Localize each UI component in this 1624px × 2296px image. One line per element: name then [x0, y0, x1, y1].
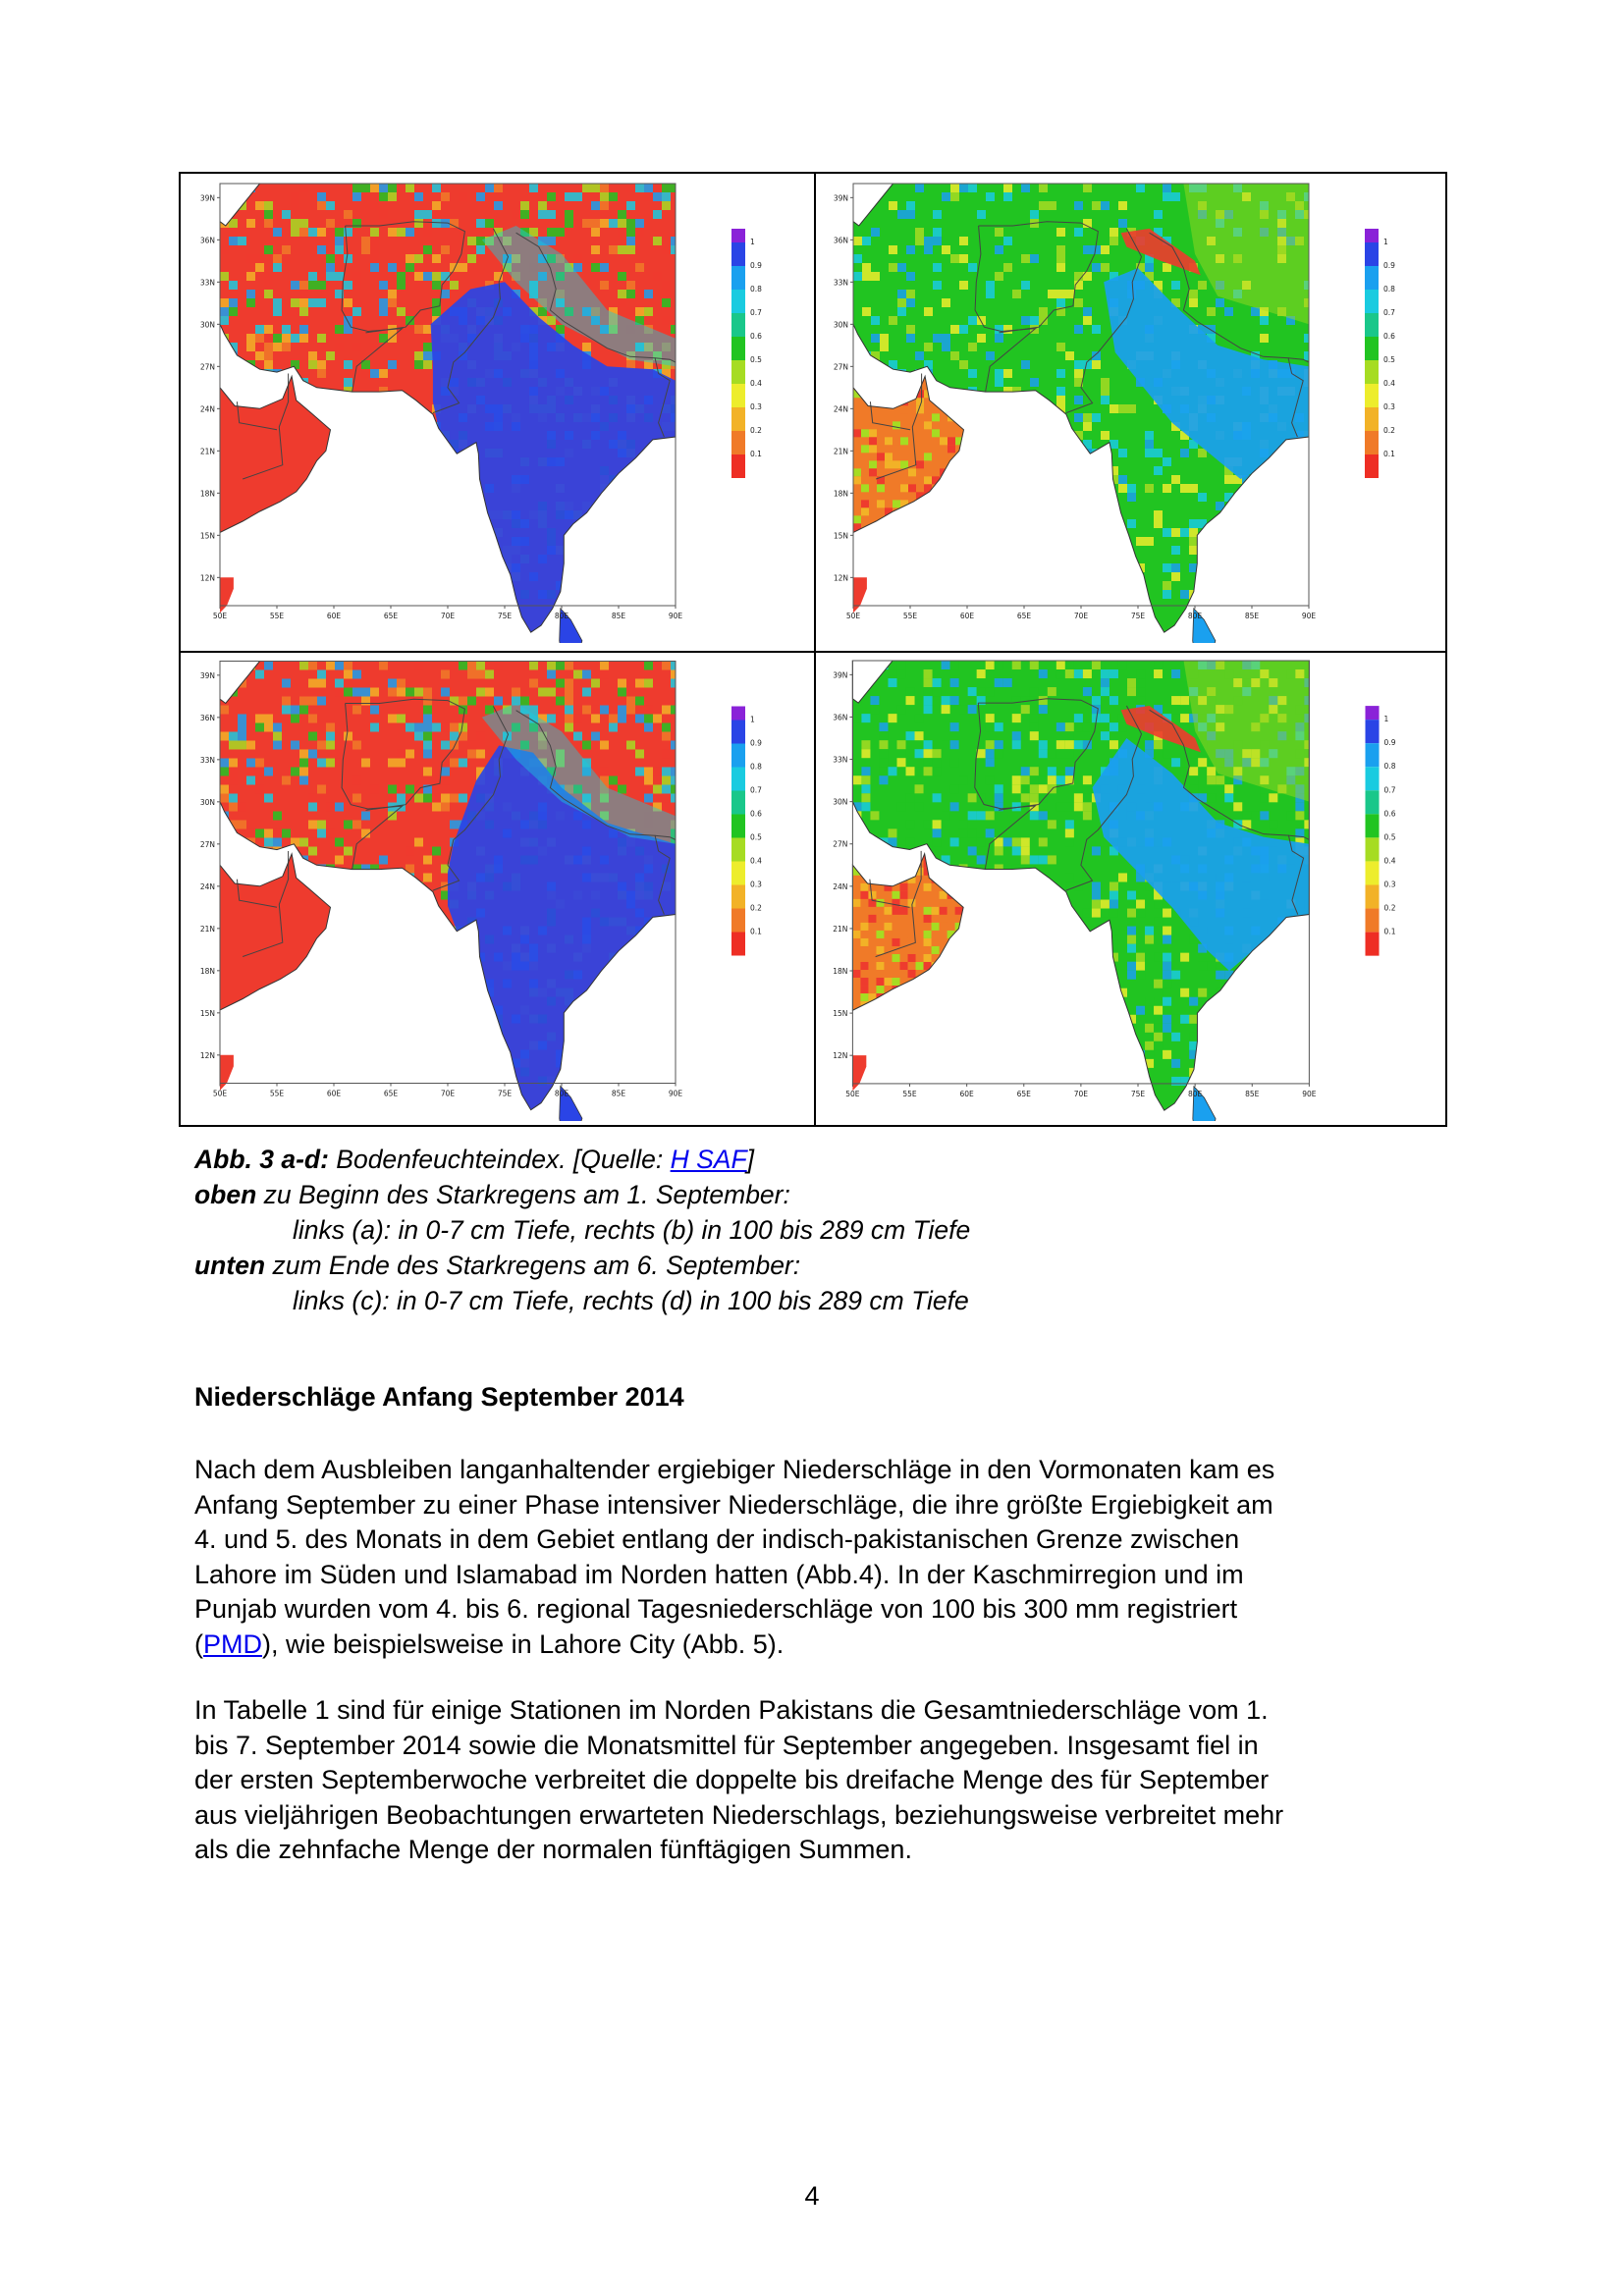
map-panel-a — [189, 182, 807, 643]
lon-tick-label: 90E — [1302, 1089, 1317, 1098]
colorbar-label: 0.6 — [750, 332, 762, 341]
colorbar-segment — [1365, 337, 1379, 360]
figure-caption — [194, 1142, 970, 1318]
colorbar-label: 0.1 — [750, 927, 762, 936]
lat-tick-label: 24N — [833, 881, 848, 891]
colorbar-label: 1 — [750, 238, 755, 246]
colorbar-segment — [731, 885, 745, 909]
colorbar-segment — [1366, 706, 1380, 720]
lat-tick-label: 15N — [199, 531, 215, 541]
paragraph-2 — [194, 1693, 1283, 1868]
lon-tick-label: 85E — [1244, 612, 1260, 620]
lat-tick-label: 24N — [199, 404, 215, 414]
caption-oben-detail: links (a): in 0-7 cm Tiefe, rechts (b) in 100 bis 289 cm Tiefe — [293, 1215, 971, 1245]
lon-tick-label: 65E — [1016, 612, 1032, 620]
paragraph-1-line: Nach dem Ausbleiben langanhaltender ergiebiger Niederschläge in den Vormonaten kam es — [194, 1455, 1275, 1484]
lon-tick-label: 80E — [1187, 612, 1203, 620]
lat-tick-label: 39N — [199, 193, 215, 203]
colorbar-label: 0.5 — [1383, 355, 1395, 364]
lat-tick-label: 12N — [833, 1051, 848, 1061]
lon-tick-label: 60E — [959, 1089, 974, 1098]
lon-tick-label: 70E — [440, 1089, 456, 1098]
lat-tick-label: 33N — [199, 278, 215, 288]
colorbar-segment — [1365, 454, 1379, 478]
lon-tick-label: 75E — [497, 612, 513, 620]
lat-tick-label: 15N — [199, 1008, 215, 1018]
paragraph-2-line: aus vieljährigen Beobachtungen erwarteten Niederschlags, beziehungsweise verbreitet mehr — [194, 1799, 1284, 1830]
lat-tick-label: 27N — [833, 362, 848, 372]
lat-tick-label: 12N — [833, 573, 848, 583]
lat-tick-label: 18N — [199, 489, 215, 499]
lon-tick-label: 55E — [269, 612, 285, 620]
caption-unten-label: unten — [194, 1251, 266, 1280]
colorbar-label: 0.2 — [1383, 426, 1395, 435]
lon-tick-label: 75E — [1130, 612, 1146, 620]
colorbar-segment — [1365, 407, 1379, 431]
paragraph-2-line: der ersten Septemberwoche verbreitet die doppelte bis dreifache Menge des für September — [194, 1765, 1270, 1794]
lat-tick-label: 24N — [199, 881, 215, 891]
lat-tick-label: 18N — [833, 967, 848, 977]
paragraph-1-line: Lahore im Süden und Islamabad im Norden hatten (Abb.4). In der Kaschmirregion und im — [194, 1559, 1244, 1589]
lon-tick-label: 80E — [554, 1089, 569, 1098]
lon-tick-label: 90E — [1301, 612, 1317, 620]
lat-tick-label: 21N — [833, 447, 848, 456]
colorbar-segment — [1366, 837, 1380, 861]
lon-tick-label: 80E — [554, 612, 569, 620]
lon-tick-label: 50E — [212, 612, 228, 620]
colorbar-label: 0.8 — [750, 285, 762, 294]
colorbar-label: 0.9 — [1383, 261, 1395, 270]
lon-tick-label: 60E — [326, 612, 342, 620]
lat-tick-label: 12N — [199, 573, 215, 583]
lat-tick-label: 39N — [199, 670, 215, 680]
lon-tick-label: 90E — [668, 612, 683, 620]
lon-tick-label: 55E — [902, 612, 918, 620]
colorbar-segment — [1366, 861, 1380, 884]
colorbar-segment — [731, 337, 745, 360]
caption-oben-text: zu Beginn des Starkregens am 1. September: — [256, 1180, 790, 1209]
colorbar-segment — [731, 431, 745, 454]
lat-tick-label: 15N — [833, 531, 848, 541]
caption-unten-detail: links (c): in 0-7 cm Tiefe, rechts (d) in 100 bis 289 cm Tiefe — [293, 1286, 969, 1315]
colorbar-label: 0.9 — [750, 738, 762, 748]
colorbar-label: 0.2 — [1383, 903, 1396, 913]
lon-tick-label: 50E — [845, 1089, 860, 1098]
lat-tick-label: 18N — [199, 966, 215, 976]
lat-tick-label: 36N — [199, 713, 215, 722]
colorbar-label: 0.8 — [1383, 762, 1396, 772]
colorbar-label: 0.5 — [750, 355, 762, 364]
colorbar-segment — [1366, 814, 1380, 837]
lon-tick-label: 70E — [440, 612, 456, 620]
colorbar-segment — [1365, 290, 1379, 313]
colorbar-label: 0.3 — [1383, 880, 1396, 889]
colorbar-label: 0.6 — [750, 809, 762, 819]
colorbar-label: 0.5 — [1383, 832, 1396, 842]
lat-tick-label: 33N — [199, 755, 215, 765]
colorbar-label: 0.1 — [750, 450, 762, 458]
colorbar-label: 1 — [1383, 715, 1389, 724]
colorbar-segment — [731, 229, 745, 242]
colorbar-segment — [1365, 360, 1379, 384]
lon-tick-label: 85E — [611, 1089, 626, 1098]
soil-moisture-map — [821, 182, 1441, 643]
colorbar-segment — [731, 909, 745, 933]
colorbar-segment — [1366, 743, 1380, 767]
lon-tick-label: 60E — [326, 1089, 342, 1098]
colorbar-segment — [1365, 229, 1379, 242]
paragraph-1-line: Punjab wurden vom 4. bis 6. regional Tagesniederschläge von 100 bis 300 mm registriert — [194, 1594, 1238, 1624]
lat-tick-label: 18N — [833, 489, 848, 499]
colorbar-segment — [731, 313, 745, 337]
colorbar-label: 0.7 — [1383, 785, 1396, 795]
colorbar-label: 0.9 — [750, 261, 762, 270]
colorbar-segment — [731, 862, 745, 885]
colorbar-label: 1 — [750, 715, 755, 724]
lat-tick-label: 30N — [833, 320, 848, 330]
map-panel-d — [821, 659, 1441, 1121]
colorbar-label: 0.3 — [750, 402, 762, 411]
caption-title-text: Bodenfeuchteindex. [Quelle: — [328, 1145, 671, 1174]
lat-tick-label: 36N — [833, 236, 848, 245]
colorbar-segment — [1366, 933, 1380, 956]
lat-tick-label: 30N — [199, 320, 215, 330]
paragraph-1-last-text: ), wie beispielsweise in Lahore City (Abb. 5). — [262, 1629, 785, 1659]
lon-tick-label: 65E — [383, 612, 399, 620]
colorbar-segment — [731, 707, 745, 721]
lat-tick-label: 21N — [199, 924, 215, 934]
lat-tick-label: 15N — [833, 1009, 848, 1019]
colorbar-label: 0.2 — [750, 426, 762, 435]
colorbar-segment — [731, 290, 745, 313]
lon-tick-label: 70E — [1073, 612, 1089, 620]
map-panel-c — [189, 659, 807, 1121]
colorbar-segment — [731, 407, 745, 431]
section-heading: Niederschläge Anfang September 2014 — [194, 1382, 684, 1412]
lat-tick-label: 36N — [199, 236, 215, 245]
paragraph-2-line: In Tabelle 1 sind für einige Stationen im Norden Pakistans die Gesamtniederschläge vom 1. — [194, 1695, 1269, 1725]
lon-tick-label: 85E — [611, 612, 626, 620]
lat-tick-label: 30N — [833, 797, 848, 807]
colorbar-label: 0.3 — [1383, 402, 1395, 411]
paragraph-1-last-line — [194, 1628, 1274, 1663]
caption-title-line — [194, 1142, 970, 1177]
lat-tick-label: 27N — [199, 839, 215, 849]
paragraph-1 — [194, 1453, 1274, 1662]
colorbar-label: 0.6 — [1383, 332, 1395, 341]
colorbar-label: 0.1 — [1383, 927, 1396, 936]
lat-tick-label: 33N — [833, 755, 848, 765]
colorbar-segment — [1366, 767, 1380, 790]
lon-tick-label: 75E — [497, 1089, 513, 1098]
paren-open: ( — [194, 1629, 203, 1659]
lon-tick-label: 55E — [269, 1089, 285, 1098]
lat-tick-label: 21N — [199, 447, 215, 456]
lon-tick-label: 55E — [902, 1089, 917, 1098]
colorbar-segment — [1366, 720, 1380, 743]
colorbar-label: 0.7 — [1383, 308, 1395, 317]
lat-tick-label: 27N — [833, 839, 848, 849]
colorbar-label: 0.8 — [750, 762, 762, 772]
colorbar-segment — [731, 360, 745, 384]
lat-tick-label: 39N — [833, 670, 848, 680]
colorbar-label: 0.8 — [1383, 285, 1395, 294]
colorbar-label: 0.2 — [750, 903, 762, 913]
pmd-link[interactable]: PMD — [203, 1629, 262, 1659]
colorbar-label: 0.6 — [1383, 809, 1396, 819]
lon-tick-label: 65E — [1016, 1089, 1031, 1098]
caption-title-close: ] — [746, 1145, 755, 1174]
colorbar-segment — [1365, 384, 1379, 407]
lon-tick-label: 80E — [1187, 1089, 1203, 1098]
lat-tick-label: 36N — [833, 713, 848, 722]
colorbar-label: 0.5 — [750, 832, 762, 842]
lat-tick-label: 30N — [199, 797, 215, 807]
lat-tick-label: 21N — [833, 924, 848, 934]
colorbar-label: 0.3 — [750, 880, 762, 889]
colorbar-segment — [1365, 431, 1379, 454]
lon-tick-label: 70E — [1073, 1089, 1089, 1098]
lon-tick-label: 50E — [212, 1089, 228, 1098]
soil-moisture-figure — [179, 172, 1447, 1127]
colorbar-label: 1 — [1383, 238, 1388, 246]
colorbar-segment — [731, 384, 745, 407]
paragraph-2-line: bis 7. September 2014 sowie die Monatsmittel für September angegeben. Insgesamt fiel in — [194, 1730, 1259, 1760]
lat-tick-label: 39N — [833, 193, 848, 203]
soil-moisture-map — [821, 659, 1441, 1121]
caption-oben-line — [194, 1177, 970, 1212]
colorbar-segment — [731, 242, 745, 266]
soil-moisture-map — [189, 182, 807, 643]
figure-horizontal-divider — [181, 651, 1445, 653]
caption-unten-text: zum Ende des Starkregens am 6. September: — [265, 1251, 801, 1280]
map-panel-b — [821, 182, 1441, 643]
colorbar-segment — [1365, 242, 1379, 266]
lon-tick-label: 75E — [1130, 1089, 1146, 1098]
caption-unten-line — [194, 1248, 970, 1283]
colorbar-segment — [731, 791, 745, 815]
colorbar-segment — [1365, 313, 1379, 337]
colorbar-segment — [1366, 909, 1380, 933]
colorbar-segment — [731, 838, 745, 862]
colorbar-segment — [1366, 790, 1380, 814]
colorbar-segment — [731, 744, 745, 768]
colorbar-segment — [731, 454, 745, 478]
colorbar-label: 0.1 — [1383, 450, 1395, 458]
paragraph-2-line: als die zehnfache Menge der normalen fünftägigen Summen. — [194, 1835, 912, 1864]
hsaf-source-link[interactable]: H SAF — [670, 1145, 747, 1174]
colorbar-segment — [1365, 266, 1379, 290]
lat-tick-label: 24N — [833, 404, 848, 414]
soil-moisture-map — [189, 659, 807, 1121]
lon-tick-label: 60E — [959, 612, 975, 620]
colorbar-label: 0.7 — [750, 785, 762, 795]
colorbar-segment — [731, 768, 745, 791]
lon-tick-label: 65E — [383, 1089, 399, 1098]
colorbar-label: 0.4 — [1383, 856, 1396, 866]
lat-tick-label: 33N — [833, 278, 848, 288]
lat-tick-label: 12N — [199, 1050, 215, 1060]
colorbar-segment — [731, 933, 745, 956]
lat-tick-label: 27N — [199, 362, 215, 372]
colorbar-label: 0.4 — [1383, 379, 1395, 388]
lon-tick-label: 85E — [1245, 1089, 1260, 1098]
colorbar-label: 0.9 — [1383, 738, 1396, 748]
colorbar-label: 0.4 — [750, 379, 762, 388]
colorbar-segment — [731, 266, 745, 290]
figure-vertical-divider — [814, 174, 816, 1125]
caption-abb-label: Abb. 3 a-d: — [194, 1145, 329, 1174]
colorbar-segment — [731, 815, 745, 838]
page-number: 4 — [804, 2181, 820, 2211]
lon-tick-label: 90E — [668, 1089, 683, 1098]
colorbar-segment — [731, 721, 745, 744]
paragraph-1-line: 4. und 5. des Monats in dem Gebiet entlang der indisch-pakistanischen Grenze zwischen — [194, 1524, 1240, 1554]
paragraph-1-line: Anfang September zu einer Phase intensiver Niederschläge, die ihre größte Ergiebigkeit am — [194, 1489, 1273, 1520]
colorbar-label: 0.4 — [750, 856, 762, 866]
caption-oben-label: oben — [194, 1180, 257, 1209]
colorbar-segment — [1366, 884, 1380, 908]
colorbar-label: 0.7 — [750, 308, 762, 317]
lon-tick-label: 50E — [845, 612, 861, 620]
